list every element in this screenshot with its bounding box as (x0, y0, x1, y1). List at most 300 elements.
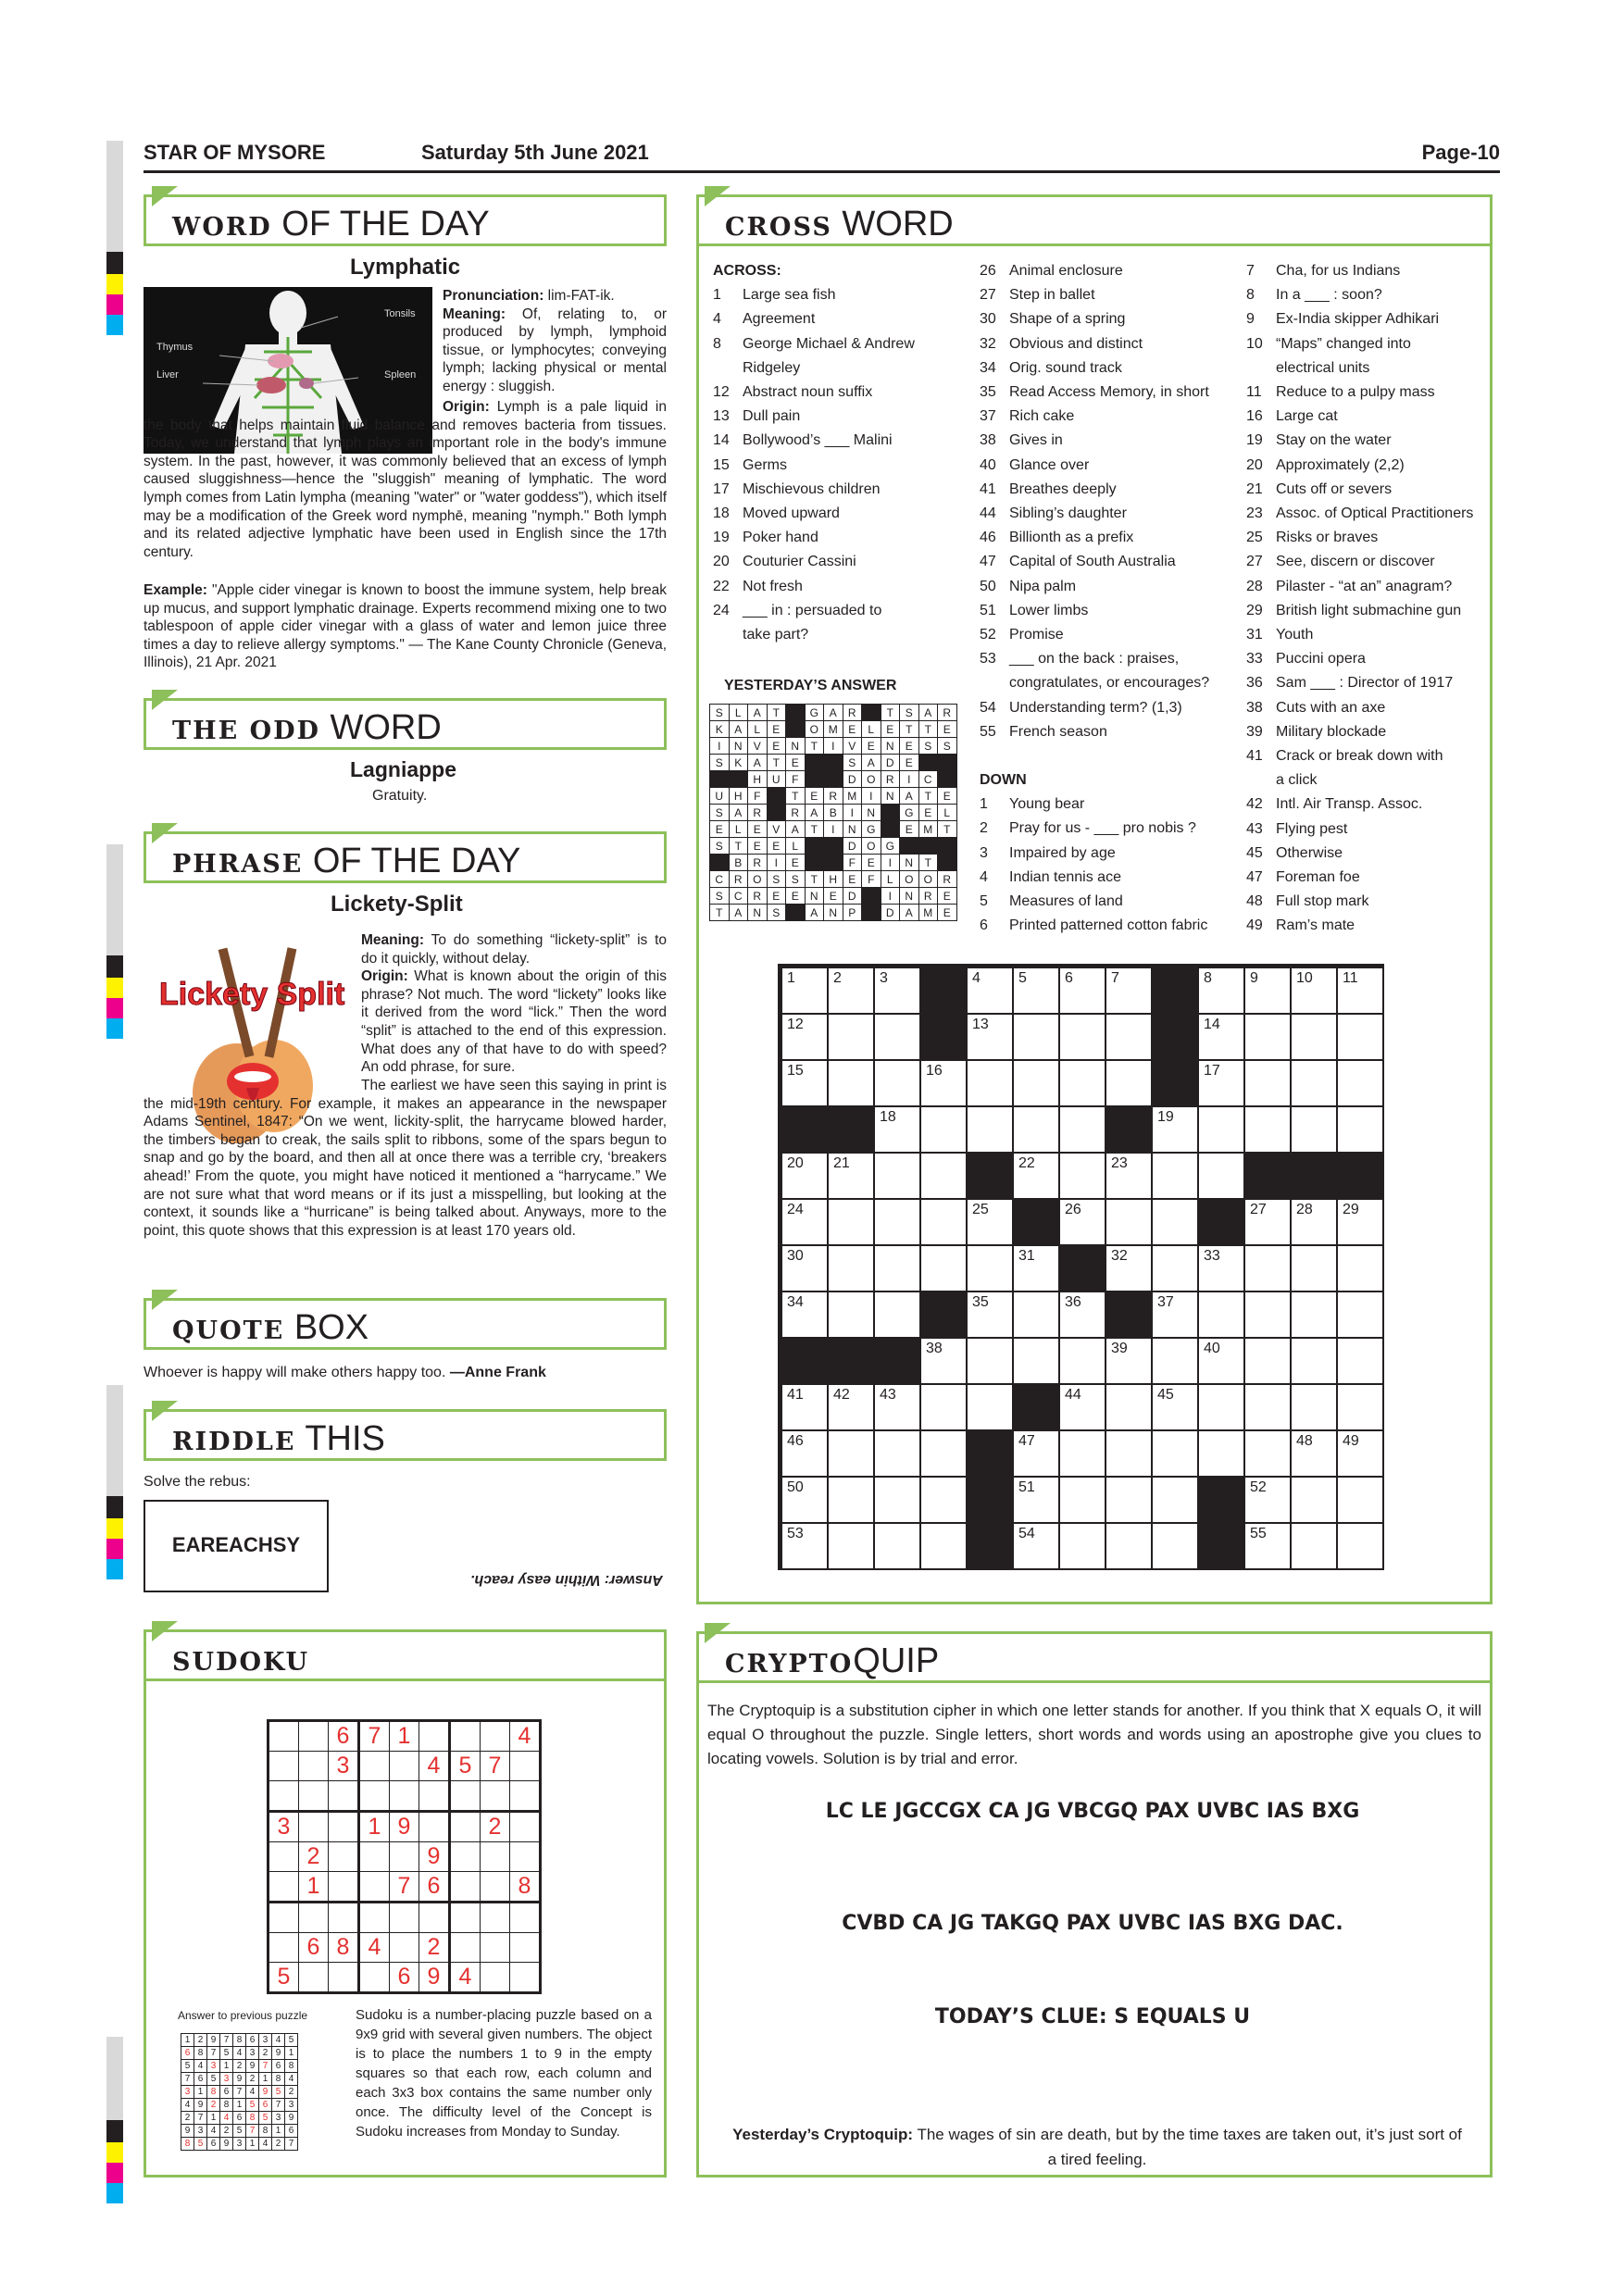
clue (1246, 478, 1492, 502)
crossword-cell[interactable] (1106, 967, 1152, 1014)
answer-cell: F (843, 855, 862, 871)
previous-sudoku-answer (181, 2033, 298, 2151)
clue-text: Ram’s mate (1276, 917, 1355, 934)
sudoku-cell[interactable] (481, 1903, 510, 1933)
crossword-cell[interactable] (1106, 1014, 1152, 1060)
clue-text: Sam ___ : Director of 1917 (1276, 675, 1454, 692)
crossword-cell[interactable] (1013, 1245, 1059, 1292)
crossword-cell[interactable] (781, 1199, 828, 1245)
crossword-cell[interactable] (1198, 1292, 1244, 1338)
crossword-cell[interactable] (828, 1245, 874, 1292)
answer-cell: S (710, 838, 730, 855)
prev-sudoku-cell: 6 (181, 2047, 194, 2060)
crossword-cell[interactable] (920, 1060, 967, 1106)
sudoku-cell[interactable] (269, 1781, 299, 1812)
prev-sudoku-cell: 4 (181, 2099, 194, 2112)
answer-cell: T (729, 838, 748, 855)
crossword-cell[interactable] (1013, 1523, 1059, 1569)
crossword-cell[interactable] (1291, 1014, 1337, 1060)
crossword-cell[interactable] (1291, 1523, 1337, 1569)
crossword-cell[interactable] (967, 967, 1013, 1014)
word-of-the-day-title: WORD OF THE DAY (144, 194, 667, 246)
crossword-cell[interactable] (1198, 1014, 1244, 1060)
clue (1246, 502, 1492, 526)
sudoku-cell[interactable] (269, 1903, 299, 1933)
crossword-cell[interactable] (1337, 1245, 1383, 1292)
clue-number: 12 (713, 384, 730, 401)
crossword-cell[interactable] (1106, 1199, 1152, 1245)
crossword-cell[interactable] (1244, 1338, 1291, 1384)
crossword-cell[interactable] (1106, 1060, 1152, 1106)
prev-sudoku-cell: 5 (272, 2086, 285, 2099)
crossword-cell[interactable] (874, 1523, 920, 1569)
crossword-cell[interactable] (1337, 1430, 1383, 1477)
sudoku-cell[interactable] (450, 1933, 481, 1963)
sudoku-cell: 6 (299, 1933, 329, 1963)
prev-sudoku-cell: 2 (272, 2138, 285, 2151)
crossword-cell[interactable] (1013, 1106, 1059, 1153)
sudoku-cell[interactable] (390, 1781, 419, 1812)
crossword-cell[interactable] (1152, 1338, 1198, 1384)
crossword-cell[interactable] (1013, 1338, 1059, 1384)
crossword-cell[interactable] (1059, 1014, 1106, 1060)
answer-cell: F (786, 771, 806, 788)
crossword-cell[interactable] (920, 1106, 967, 1153)
crossword-cell[interactable] (1152, 1153, 1198, 1199)
crossword-cell[interactable] (874, 1245, 920, 1292)
crossword-cell[interactable] (967, 1245, 1013, 1292)
crossword-cell[interactable] (1152, 1106, 1198, 1153)
sudoku-cell[interactable] (359, 1752, 390, 1781)
sudoku-cell[interactable] (329, 1872, 359, 1903)
answer-cell: E (938, 888, 957, 905)
crossword-cell[interactable] (1244, 1245, 1291, 1292)
crossword-cell[interactable] (1152, 1245, 1198, 1292)
answer-cell: N (862, 805, 881, 821)
sudoku-cell[interactable] (481, 1872, 510, 1903)
crossword-cell[interactable] (1337, 1199, 1383, 1245)
crossword-cell[interactable] (1013, 1477, 1059, 1523)
sudoku-cell[interactable] (419, 1903, 450, 1933)
clue-number: 8 (713, 335, 721, 352)
answer-cell: F (862, 871, 881, 888)
sudoku-cell[interactable] (299, 1752, 329, 1781)
sudoku-cell[interactable] (269, 1933, 299, 1963)
crossword-cell[interactable] (1152, 1292, 1198, 1338)
crossword-cell[interactable] (1244, 1523, 1291, 1569)
prev-sudoku-cell: 1 (246, 2138, 259, 2151)
crossword-cell[interactable] (1198, 1245, 1244, 1292)
page-header (144, 137, 1500, 173)
crossword-cell[interactable] (828, 1153, 874, 1199)
answer-cell (786, 905, 806, 921)
crossword-cell[interactable] (1013, 1060, 1059, 1106)
sudoku-cell[interactable] (510, 1781, 541, 1812)
crossword-cell[interactable] (967, 1060, 1013, 1106)
sudoku-cell[interactable] (299, 1781, 329, 1812)
crossword-cell[interactable] (967, 1338, 1013, 1384)
crossword-cell[interactable] (1244, 1477, 1291, 1523)
clue (980, 332, 1231, 356)
crossword-cell[interactable] (1198, 1153, 1244, 1199)
crossword-cell[interactable] (920, 1430, 967, 1477)
clue-text: Nipa palm (1009, 578, 1077, 594)
prev-sudoku-cell: 5 (220, 2047, 233, 2060)
sudoku-cell[interactable] (329, 1963, 359, 1993)
crossword-cell[interactable] (1337, 1338, 1383, 1384)
crossword-cell[interactable] (1198, 1430, 1244, 1477)
sudoku-cell[interactable] (450, 1903, 481, 1933)
answer-cell: S (710, 755, 730, 771)
clue-number: 27 (980, 287, 996, 304)
sudoku-cell[interactable] (359, 1872, 390, 1903)
crossword-cell[interactable] (1152, 1384, 1198, 1430)
prev-sudoku-cell: 5 (285, 2034, 298, 2047)
prev-sudoku-cell: 6 (220, 2086, 233, 2099)
sudoku-cell[interactable] (450, 1872, 481, 1903)
answer-cell: O (862, 838, 881, 855)
crossword-cell[interactable] (1013, 1014, 1059, 1060)
sudoku-cell[interactable] (329, 1903, 359, 1933)
clue (1246, 720, 1492, 744)
crossword-cell[interactable] (1291, 1384, 1337, 1430)
answer-cell: E (748, 821, 768, 838)
answer-cell: N (748, 905, 768, 921)
crossword-cell[interactable] (1059, 967, 1106, 1014)
sudoku-cell[interactable] (269, 1872, 299, 1903)
crossword-cell[interactable] (781, 967, 828, 1014)
clue (713, 550, 965, 574)
cell-number: 19 (1157, 1109, 1174, 1125)
sudoku-cell[interactable] (450, 1781, 481, 1812)
answer-cell: N (881, 788, 900, 805)
crossword-cell[interactable] (1244, 1430, 1291, 1477)
crossword-cell[interactable] (967, 1199, 1013, 1245)
prev-sudoku-cell: 2 (246, 2073, 259, 2086)
clue-text: ___ on the back : praises, (1009, 651, 1180, 668)
crossword-cell[interactable] (1244, 1384, 1291, 1430)
answer-cell: O (862, 771, 881, 788)
sudoku-cell[interactable] (269, 1842, 299, 1872)
crossword-cell[interactable] (1152, 1523, 1198, 1569)
crossword-cell[interactable] (1244, 1292, 1291, 1338)
crossword-cell[interactable] (1013, 1430, 1059, 1477)
sudoku-cell[interactable] (269, 1752, 299, 1781)
crossword-cell[interactable] (1337, 1106, 1383, 1153)
crossword-cell[interactable] (874, 1477, 920, 1523)
answer-cell: H (748, 771, 768, 788)
sudoku-cell[interactable] (359, 1903, 390, 1933)
sudoku-cell[interactable] (299, 1903, 329, 1933)
prev-sudoku-cell: 9 (181, 2125, 194, 2138)
sudoku-cell[interactable] (510, 1812, 541, 1842)
crossword-cell[interactable] (1059, 1430, 1106, 1477)
crossword-grid[interactable] (778, 964, 1384, 1570)
wotd-example: Example: "Apple cider vinegar is known to boost the immune system, help break up mucus, and support lymphatic drainage. Experts recommend mixing one to two tablespoon of apple cider vinegar with a glass of water and lemon juice three times a day to relieve allergy symptoms." — The Kane County Chronicle (Geneva, Illinois), 21 Apr. 2021 (144, 582, 667, 671)
crossword-cell[interactable] (1198, 1106, 1244, 1153)
clue (1246, 671, 1492, 695)
crossword-cell[interactable] (1059, 1106, 1106, 1153)
crossword-cell[interactable] (1291, 1477, 1337, 1523)
answer-cell: E (786, 888, 806, 905)
answer-cell: U (710, 788, 730, 805)
crossword-cell[interactable] (1198, 1060, 1244, 1106)
sudoku-cell[interactable] (419, 1781, 450, 1812)
prev-sudoku-cell: 8 (272, 2073, 285, 2086)
sudoku-cell[interactable] (450, 1842, 481, 1872)
clue-number: 45 (1246, 844, 1263, 861)
crossword-cell[interactable] (828, 1384, 874, 1430)
crossword-cell[interactable] (874, 1199, 920, 1245)
sudoku-cell[interactable] (450, 1721, 481, 1752)
crossword-cell[interactable] (828, 1430, 874, 1477)
crossword-cell[interactable] (1244, 1014, 1291, 1060)
crossword-cell[interactable] (828, 1014, 874, 1060)
crossword-cell[interactable] (920, 1523, 967, 1569)
crossword-cell[interactable] (1059, 1292, 1106, 1338)
crossword-cell[interactable] (967, 1014, 1013, 1060)
crossword-cell[interactable] (781, 1430, 828, 1477)
clue-text: Bollywood’s ___ Malini (743, 432, 893, 449)
clue (980, 914, 1231, 938)
crossword-cell[interactable] (1059, 1523, 1106, 1569)
prev-sudoku-cell: 5 (259, 2112, 272, 2125)
crossword-cell[interactable] (781, 1060, 828, 1106)
riddle-title: RIDDLE THIS (144, 1409, 667, 1461)
clue-number: 8 (1246, 287, 1255, 304)
crossword-cell[interactable] (1291, 1060, 1337, 1106)
cell-number: 11 (1343, 970, 1358, 986)
crossword-cell[interactable] (967, 1384, 1013, 1430)
sudoku-cell[interactable] (510, 1933, 541, 1963)
answer-cell: H (729, 788, 748, 805)
clue-number: 33 (1246, 651, 1263, 668)
crossword-cell[interactable] (1106, 1523, 1152, 1569)
clue-number: 13 (713, 408, 730, 425)
crossword-cell[interactable] (1291, 967, 1337, 1014)
clue (713, 599, 965, 623)
crossword-cell[interactable] (828, 1199, 874, 1245)
sudoku-cell[interactable] (329, 1781, 359, 1812)
answer-cell: K (729, 755, 748, 771)
clues-down-3 (1246, 259, 1492, 939)
answer-cell: R (843, 705, 862, 721)
sudoku-cell: 7 (390, 1872, 419, 1903)
crossword-cell[interactable] (874, 1384, 920, 1430)
clue-number: 41 (980, 480, 996, 497)
sudoku-grid[interactable] (267, 1719, 542, 1994)
crossword-cell[interactable] (874, 1060, 920, 1106)
crossword-cell[interactable] (1291, 1106, 1337, 1153)
clue-text: Reduce to a pulpy mass (1276, 384, 1435, 401)
crossword-cell[interactable] (1106, 1338, 1152, 1384)
prev-sudoku-cell: 1 (272, 2125, 285, 2138)
crossword-cell[interactable] (1198, 967, 1244, 1014)
sudoku-cell[interactable] (510, 1752, 541, 1781)
sudoku-cell[interactable] (450, 1812, 481, 1842)
crossword-cell[interactable] (781, 1153, 828, 1199)
answer-cell: I (824, 738, 843, 755)
answer-cell: E (918, 805, 938, 821)
answer-cell: L (729, 821, 748, 838)
crossword-cell[interactable] (828, 1477, 874, 1523)
sudoku-cell[interactable] (419, 1721, 450, 1752)
sudoku-cell: 4 (510, 1721, 541, 1752)
sudoku-cell[interactable] (299, 1812, 329, 1842)
crossword-cell[interactable] (920, 1245, 967, 1292)
crossword-cell[interactable] (781, 1245, 828, 1292)
crossword-cell[interactable] (781, 1477, 828, 1523)
crossword-cell[interactable] (1059, 1060, 1106, 1106)
crossword-cell[interactable] (1106, 1430, 1152, 1477)
crossword-cell[interactable] (1059, 1338, 1106, 1384)
sudoku-cell[interactable] (390, 1842, 419, 1872)
crossword-cell[interactable] (1291, 1245, 1337, 1292)
crossword-cell[interactable] (1152, 1199, 1198, 1245)
sudoku-cell[interactable] (390, 1752, 419, 1781)
clue-text: Assoc. of Optical Practitioners (1276, 505, 1474, 522)
crossword-cell[interactable] (1291, 1338, 1337, 1384)
crossword-cell[interactable] (920, 1338, 967, 1384)
crossword-cell[interactable] (781, 1292, 828, 1338)
crossword-cell[interactable] (874, 1106, 920, 1153)
answer-cell: E (824, 888, 843, 905)
yesterday-cryptoquip: Yesterday’s Cryptoquip: The wages of sin are death, but by the time taxes are taken out, it’s just sort of a tired feeling. (732, 2126, 1462, 2168)
crossword-cell[interactable] (1106, 1477, 1152, 1523)
crossword-cell[interactable] (1244, 1060, 1291, 1106)
answer-cell: A (918, 705, 938, 721)
crossword-cell[interactable] (781, 1384, 828, 1430)
crossword-cell[interactable] (828, 1292, 874, 1338)
crossword-cell[interactable] (1244, 1106, 1291, 1153)
answer-cell (729, 771, 748, 788)
clue (980, 550, 1231, 574)
answer-cell (881, 821, 900, 838)
crossword-cell[interactable] (1337, 1523, 1383, 1569)
clue (980, 429, 1231, 453)
prev-sudoku-cell: 8 (220, 2099, 233, 2112)
cell-number: 10 (1296, 970, 1313, 986)
crossword-cell[interactable] (1106, 1153, 1152, 1199)
sudoku-cell[interactable] (481, 1781, 510, 1812)
crossword-cell[interactable] (1198, 1338, 1244, 1384)
crossword-cell[interactable] (1337, 1384, 1383, 1430)
crossword-cell[interactable] (920, 1153, 967, 1199)
clue-text: Printed patterned cotton fabric (1009, 917, 1208, 934)
sudoku-cell[interactable] (510, 1842, 541, 1872)
sudoku-cell: 6 (419, 1872, 450, 1903)
crossword-cell[interactable] (874, 1292, 920, 1338)
cell-number: 47 (1018, 1433, 1035, 1449)
crossword-cell[interactable] (1337, 1292, 1383, 1338)
cell-number: 43 (880, 1387, 896, 1403)
prev-sudoku-cell: 3 (259, 2034, 272, 2047)
crossword-cell[interactable] (920, 1384, 967, 1430)
sudoku-cell[interactable] (359, 1842, 390, 1872)
crossword-cell[interactable] (967, 1292, 1013, 1338)
answer-cell (862, 705, 881, 721)
crossword-cell[interactable] (967, 1106, 1013, 1153)
crossword-cell[interactable] (1291, 1199, 1337, 1245)
crossword-cell[interactable] (1059, 1153, 1106, 1199)
sudoku-cell[interactable] (299, 1721, 329, 1752)
sudoku-cell[interactable] (481, 1933, 510, 1963)
sudoku-cell[interactable] (269, 1721, 299, 1752)
crossword-cell[interactable] (1244, 967, 1291, 1014)
sudoku-cell[interactable] (481, 1963, 510, 1993)
wotd-word: Lymphatic (350, 255, 461, 280)
sudoku-cell[interactable] (419, 1812, 450, 1842)
clue-number: 1 (713, 287, 721, 304)
crossword-cell[interactable] (920, 1199, 967, 1245)
crossword-cell[interactable] (1337, 1060, 1383, 1106)
prev-sudoku-cell: 7 (207, 2047, 220, 2060)
crossword-cell[interactable] (1013, 967, 1059, 1014)
crossword-cell[interactable] (828, 1060, 874, 1106)
print-reg-bar (106, 1018, 123, 1039)
sudoku-cell[interactable] (481, 1842, 510, 1872)
clue-text: Sibling’s daughter (1009, 505, 1127, 522)
crossword-cell[interactable] (1106, 1384, 1152, 1430)
crossword-cell[interactable] (828, 1523, 874, 1569)
crossword-cell[interactable] (1198, 1384, 1244, 1430)
answer-cell: S (900, 705, 919, 721)
sudoku-cell[interactable] (510, 1903, 541, 1933)
crossword-cell[interactable] (1013, 1292, 1059, 1338)
crossword-cell[interactable] (874, 1014, 920, 1060)
sudoku-cell[interactable] (390, 1903, 419, 1933)
crossword-cell[interactable] (1291, 1430, 1337, 1477)
crossword-cell[interactable] (1337, 967, 1383, 1014)
crossword-cell[interactable] (874, 967, 920, 1014)
flag-icon (152, 823, 178, 843)
crossword-cell[interactable] (1337, 1477, 1383, 1523)
crossword-cell[interactable] (781, 1014, 828, 1060)
sudoku-cell[interactable] (329, 1842, 359, 1872)
sudoku-cell[interactable] (481, 1721, 510, 1752)
crossword-cell[interactable] (828, 967, 874, 1014)
sudoku-cell[interactable] (359, 1963, 390, 1993)
clue-text: Intl. Air Transp. Assoc. (1276, 796, 1423, 813)
crossword-cell[interactable] (1244, 1199, 1291, 1245)
crossword-cell[interactable] (1059, 1477, 1106, 1523)
sudoku-cell[interactable] (390, 1933, 419, 1963)
crossword-cell[interactable] (920, 1477, 967, 1523)
answer-cell: R (918, 888, 938, 905)
crossword-cell[interactable] (1059, 1199, 1106, 1245)
answer-cell: N (805, 888, 824, 905)
crossword-cell[interactable] (1106, 1245, 1152, 1292)
crossword-cell[interactable] (781, 1523, 828, 1569)
crossword-cell[interactable] (1291, 1292, 1337, 1338)
crossword-cell[interactable] (874, 1153, 920, 1199)
clue-number: 47 (980, 554, 996, 570)
answer-cell: L (729, 705, 748, 721)
sudoku-cell[interactable] (329, 1812, 359, 1842)
crossword-cell[interactable] (1152, 1477, 1198, 1523)
crossword-cell[interactable] (874, 1430, 920, 1477)
cell-number: 14 (1204, 1017, 1220, 1032)
crossword-cell[interactable] (1337, 1014, 1383, 1060)
sudoku-cell[interactable] (510, 1963, 541, 1993)
sudoku-cell[interactable] (299, 1963, 329, 1993)
answer-cell: T (767, 755, 786, 771)
crossword-cell[interactable] (1059, 1384, 1106, 1430)
sudoku-cell[interactable] (359, 1781, 390, 1812)
crossword-cell[interactable] (1013, 1153, 1059, 1199)
crossword-cell[interactable] (1152, 1430, 1198, 1477)
cell-number: 55 (1250, 1526, 1267, 1541)
